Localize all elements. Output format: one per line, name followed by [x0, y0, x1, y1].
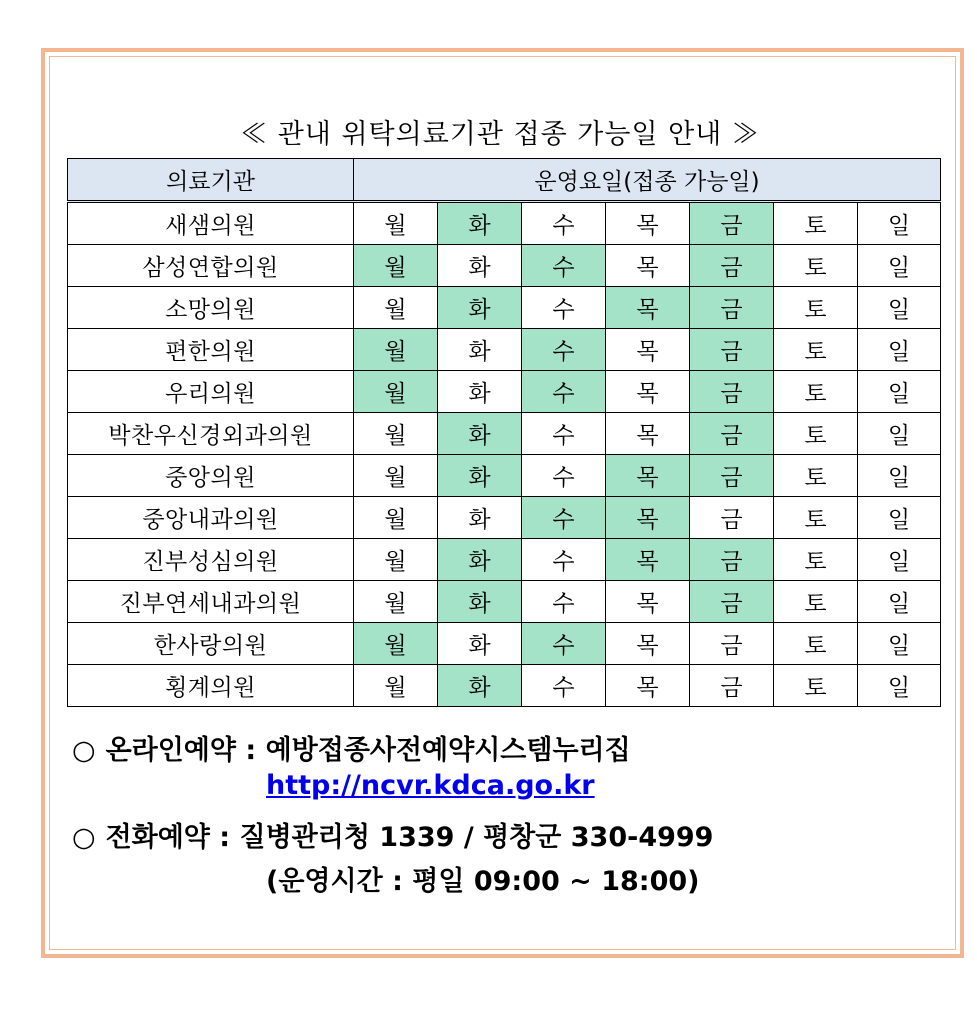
day-cell: 토	[774, 287, 858, 329]
day-cell: 토	[774, 623, 858, 665]
day-cell: 월	[354, 287, 438, 329]
day-cell: 목	[606, 413, 690, 455]
table-row	[68, 581, 941, 623]
day-cell: 일	[858, 413, 941, 455]
day-cell: 수	[522, 371, 606, 413]
bullet-circle-icon: ○	[72, 822, 96, 853]
day-cell: 일	[858, 665, 941, 707]
day-cell: 화	[438, 413, 522, 455]
day-cell: 수	[522, 581, 606, 623]
day-cell: 금	[690, 329, 774, 371]
day-cell: 화	[438, 245, 522, 287]
day-cell: 일	[858, 329, 941, 371]
day-cell: 월	[354, 245, 438, 287]
reservation-link[interactable]: http://ncvr.kdca.go.kr	[266, 770, 595, 801]
day-cell: 일	[858, 497, 941, 539]
table-header-row	[68, 159, 941, 202]
online-reservation-text: 온라인예약 : 예방접종사전예약시스템누리집	[105, 735, 631, 766]
day-cell: 일	[858, 287, 941, 329]
day-cell: 금	[690, 371, 774, 413]
day-cell: 화	[438, 539, 522, 581]
institution-name: 삼성연합의원	[68, 245, 354, 287]
online-url-line	[266, 770, 595, 801]
day-cell: 월	[354, 623, 438, 665]
day-cell: 화	[438, 287, 522, 329]
day-cell: 일	[858, 202, 941, 245]
operating-hours: (운영시간 : 평일 09:00 ~ 18:00)	[266, 866, 700, 897]
header-days: 운영요일(접종 가능일)	[354, 159, 941, 202]
day-cell: 목	[606, 581, 690, 623]
day-cell: 목	[606, 539, 690, 581]
day-cell: 토	[774, 455, 858, 497]
day-cell: 금	[690, 539, 774, 581]
day-cell: 목	[606, 455, 690, 497]
institution-name: 새샘의원	[68, 202, 354, 245]
table-row	[68, 665, 941, 707]
day-cell: 일	[858, 539, 941, 581]
day-cell: 수	[522, 413, 606, 455]
institution-name: 횡계의원	[68, 665, 354, 707]
day-cell: 목	[606, 623, 690, 665]
table-body	[68, 202, 941, 707]
schedule-table	[67, 158, 941, 707]
day-cell: 일	[858, 623, 941, 665]
day-cell: 수	[522, 623, 606, 665]
table-row	[68, 413, 941, 455]
day-cell: 수	[522, 329, 606, 371]
day-cell: 수	[522, 497, 606, 539]
day-cell: 금	[690, 623, 774, 665]
day-cell: 일	[858, 581, 941, 623]
day-cell: 목	[606, 329, 690, 371]
institution-name: 편한의원	[68, 329, 354, 371]
table-row	[68, 455, 941, 497]
institution-name: 진부연세내과의원	[68, 581, 354, 623]
day-cell: 토	[774, 202, 858, 245]
day-cell: 수	[522, 287, 606, 329]
day-cell: 목	[606, 287, 690, 329]
institution-name: 한사랑의원	[68, 623, 354, 665]
institution-name: 진부성심의원	[68, 539, 354, 581]
day-cell: 월	[354, 371, 438, 413]
day-cell: 목	[606, 497, 690, 539]
day-cell: 화	[438, 581, 522, 623]
day-cell: 일	[858, 371, 941, 413]
day-cell: 금	[690, 665, 774, 707]
day-cell: 토	[774, 581, 858, 623]
phone-reservation-text: 전화예약 : 질병관리청 1339 / 평창군 330-4999	[105, 822, 714, 853]
day-cell: 월	[354, 581, 438, 623]
day-cell: 월	[354, 413, 438, 455]
header-institution: 의료기관	[68, 159, 354, 202]
phone-reservation	[72, 815, 713, 854]
day-cell: 수	[522, 455, 606, 497]
day-cell: 토	[774, 497, 858, 539]
day-cell: 화	[438, 623, 522, 665]
day-cell: 수	[522, 665, 606, 707]
page-title: ≪ 관내 위탁의료기관 접종 가능일 안내 ≫	[240, 119, 760, 150]
day-cell: 일	[858, 245, 941, 287]
table-row	[68, 202, 941, 245]
day-cell: 토	[774, 329, 858, 371]
day-cell: 금	[690, 202, 774, 245]
day-cell: 수	[522, 245, 606, 287]
day-cell: 화	[438, 202, 522, 245]
online-reservation	[72, 728, 631, 767]
day-cell: 금	[690, 413, 774, 455]
day-cell: 화	[438, 497, 522, 539]
table-row	[68, 287, 941, 329]
day-cell: 수	[522, 202, 606, 245]
table-row	[68, 539, 941, 581]
table-row	[68, 371, 941, 413]
day-cell: 화	[438, 329, 522, 371]
day-cell: 월	[354, 665, 438, 707]
table-row	[68, 497, 941, 539]
day-cell: 목	[606, 371, 690, 413]
institution-name: 박찬우신경외과의원	[68, 413, 354, 455]
day-cell: 금	[690, 245, 774, 287]
institution-name: 우리의원	[68, 371, 354, 413]
day-cell: 토	[774, 371, 858, 413]
day-cell: 화	[438, 665, 522, 707]
day-cell: 월	[354, 539, 438, 581]
day-cell: 월	[354, 329, 438, 371]
day-cell: 월	[354, 455, 438, 497]
day-cell: 금	[690, 455, 774, 497]
institution-name: 중앙내과의원	[68, 497, 354, 539]
institution-name: 중앙의원	[68, 455, 354, 497]
day-cell: 금	[690, 497, 774, 539]
day-cell: 토	[774, 413, 858, 455]
day-cell: 금	[690, 581, 774, 623]
bullet-circle-icon: ○	[72, 735, 96, 766]
institution-name: 소망의원	[68, 287, 354, 329]
day-cell: 수	[522, 539, 606, 581]
table-row	[68, 329, 941, 371]
day-cell: 화	[438, 455, 522, 497]
day-cell: 토	[774, 665, 858, 707]
day-cell: 월	[354, 202, 438, 245]
day-cell: 토	[774, 539, 858, 581]
table-row	[68, 623, 941, 665]
table-row	[68, 245, 941, 287]
day-cell: 목	[606, 202, 690, 245]
day-cell: 토	[774, 245, 858, 287]
day-cell: 월	[354, 497, 438, 539]
day-cell: 목	[606, 665, 690, 707]
day-cell: 화	[438, 371, 522, 413]
day-cell: 일	[858, 455, 941, 497]
day-cell: 금	[690, 287, 774, 329]
day-cell: 목	[606, 245, 690, 287]
